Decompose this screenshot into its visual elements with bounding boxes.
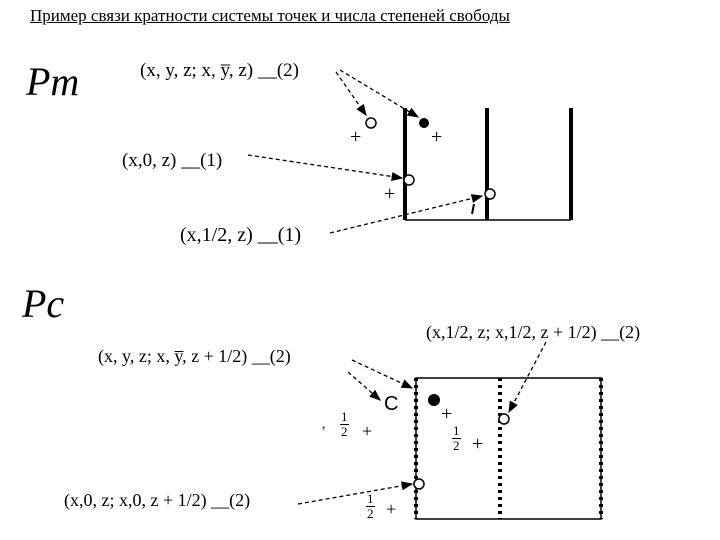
plus-sign: + — [384, 183, 396, 205]
plus-sign: + — [441, 403, 453, 425]
label-pm-mirror-zero: (x,0, z) __(1) — [122, 150, 223, 171]
fraction-denominator: 2 — [367, 506, 374, 521]
arrow-half-plane — [509, 342, 546, 412]
open-circle-atom — [366, 118, 376, 128]
open-c-atom: C — [384, 393, 399, 415]
arrow-general-to-open — [336, 72, 366, 115]
plus-sign: + — [431, 126, 443, 148]
arrow-general-to-filled — [340, 70, 418, 117]
fraction-denominator: 2 — [341, 424, 348, 439]
open-circle-atom — [485, 189, 495, 199]
plus-sign: + — [350, 126, 362, 148]
label-pc-general: (x, y, z; x, y̅, z + 1/2) __(2) — [98, 346, 291, 366]
fraction-numerator: 1 — [341, 409, 348, 424]
plus-sign: + — [472, 433, 484, 455]
cell-frame — [416, 378, 601, 519]
arrow-mirror-zero — [248, 155, 402, 178]
plus-sign: + — [362, 421, 373, 441]
fraction-numerator: 1 — [367, 491, 374, 506]
comma-mark: , — [322, 417, 326, 432]
open-circle-atom — [414, 479, 424, 489]
open-circle-atom — [499, 414, 509, 424]
filled-circle-atom — [428, 394, 440, 406]
fraction-denominator: 2 — [453, 438, 460, 453]
arrow-general-to-open — [348, 372, 380, 400]
group-label-pc: Pc — [22, 281, 65, 326]
label-pm-general: (x, y, z; x, y̅, z) __(2) — [140, 60, 299, 81]
plus-sign: + — [386, 499, 397, 519]
tick-mark — [472, 204, 474, 214]
group-label-pm: Pm — [26, 59, 80, 104]
fraction-half — [366, 492, 375, 521]
label-pc-half-plane: (x,1/2, z; x,1/2, z + 1/2) __(2) — [426, 322, 641, 342]
page-title: Пример связи кратности системы точек и числа степеней свободы — [30, 6, 510, 25]
fraction-half — [452, 424, 461, 453]
open-circle-atom — [404, 175, 414, 185]
label-pc-zero-plane: (x,0, z; x,0, z + 1/2) __(2) — [64, 490, 251, 510]
label-pm-mirror-half: (x,1/2, z) __(1) — [180, 224, 302, 246]
filled-circle-atom — [419, 118, 429, 128]
pm-diagram — [248, 70, 571, 233]
fraction-numerator: 1 — [453, 423, 460, 438]
fraction-half — [340, 410, 349, 439]
